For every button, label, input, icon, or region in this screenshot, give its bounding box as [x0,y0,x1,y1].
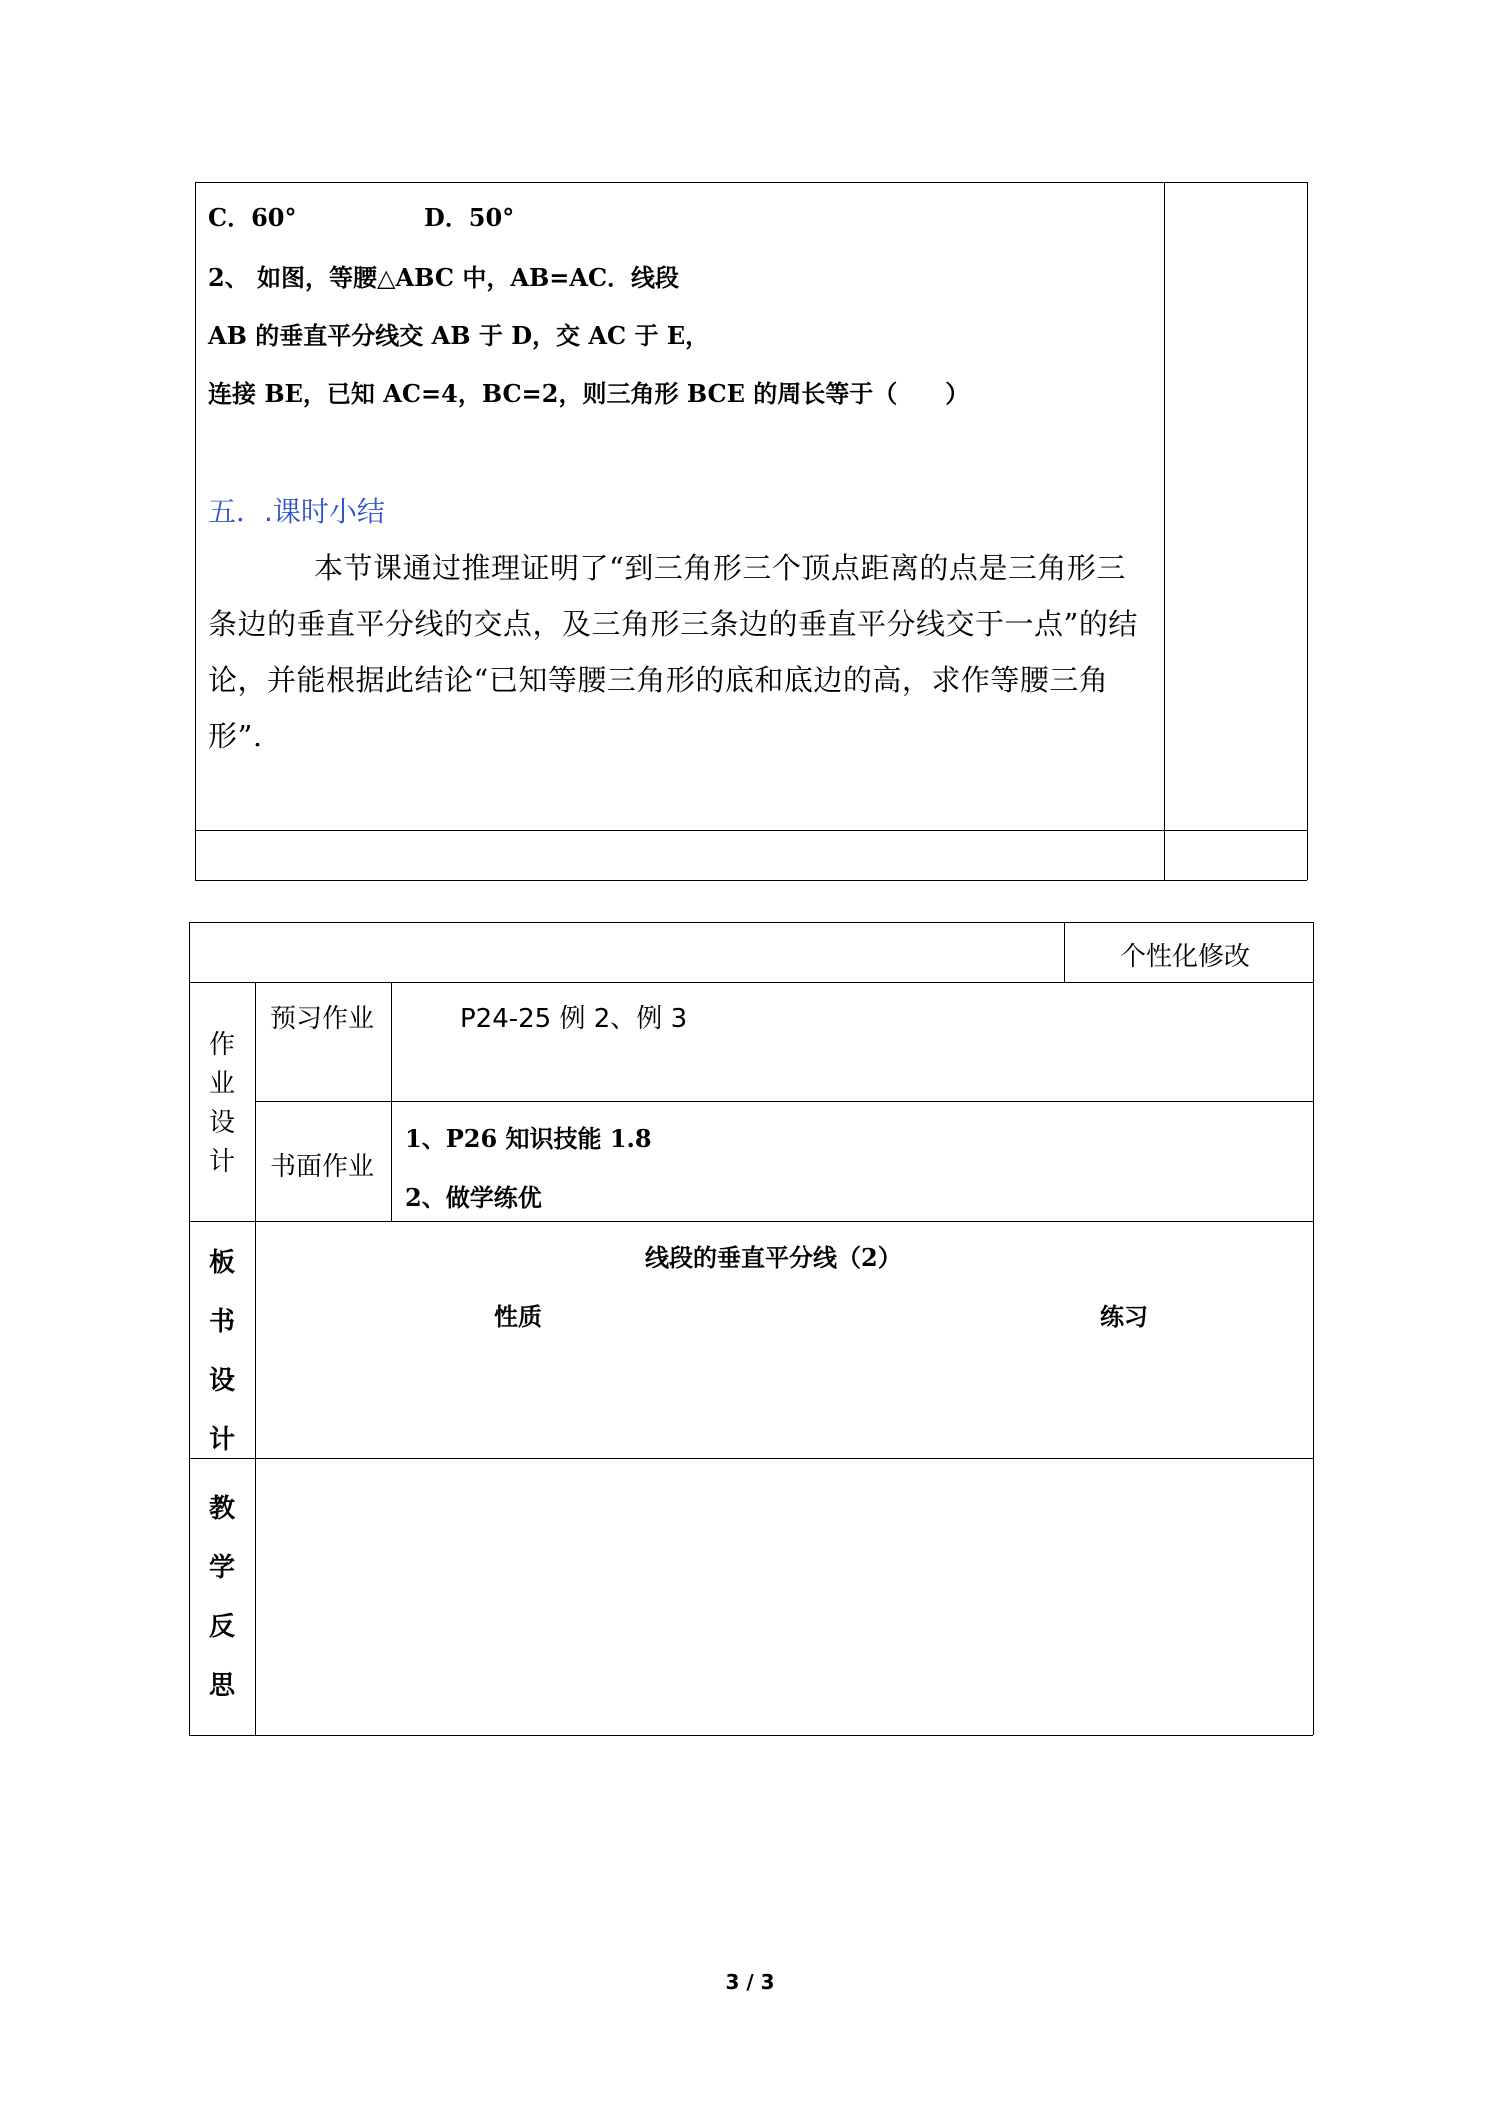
preview-homework-content: P24-25 例 2、例 3 [460,1004,688,1034]
option-d: D．50° [424,203,515,232]
homework-design-label: 作 业 设 计 [208,1030,235,1177]
board-left-heading: 性质 [494,1302,542,1331]
written-homework-label: 书面作业 [270,1152,375,1182]
question2-line1: 2、 如图，等腰△ABC 中，AB=AC．线段 [208,263,680,292]
page-number: 3 / 3 [725,1970,775,1994]
board-right-heading: 练习 [1100,1302,1148,1331]
summary-line: 论，并能根据此结论“已知等腰三角形的底和底边的高，求作等腰三角 [208,663,1109,697]
teaching-reflection-label: 教 学 反 思 [208,1494,235,1701]
written-item-1: 1、P26 知识技能 1.8 [405,1124,652,1153]
summary-line: 本节课通过推理证明了“到三角形三个顶点距离的点是三角形三 [314,551,1126,585]
question2-line3: 连接 BE，已知 AC=4，BC=2，则三角形 BCE 的周长等于（ ） [208,379,970,408]
written-item-2: 2、做学练优 [405,1183,542,1212]
preview-homework-label: 预习作业 [270,1004,375,1034]
option-c: C．60° [208,203,297,232]
summary-line: 条边的垂直平分线的交点，及三角形三条边的垂直平分线交于一点”的结 [208,607,1138,641]
summary-title: 五．.课时小结 [208,495,385,528]
personal-edit-header: 个性化修改 [1120,942,1251,972]
summary-line: 形”. [208,719,263,753]
board-title: 线段的垂直平分线（2） [645,1243,902,1272]
board-design-label: 板 书 设 计 [208,1248,235,1455]
summary-paragraph [208,540,1193,764]
question2-line2: AB 的垂直平分线交 AB 于 D，交 AC 于 E， [208,321,710,350]
